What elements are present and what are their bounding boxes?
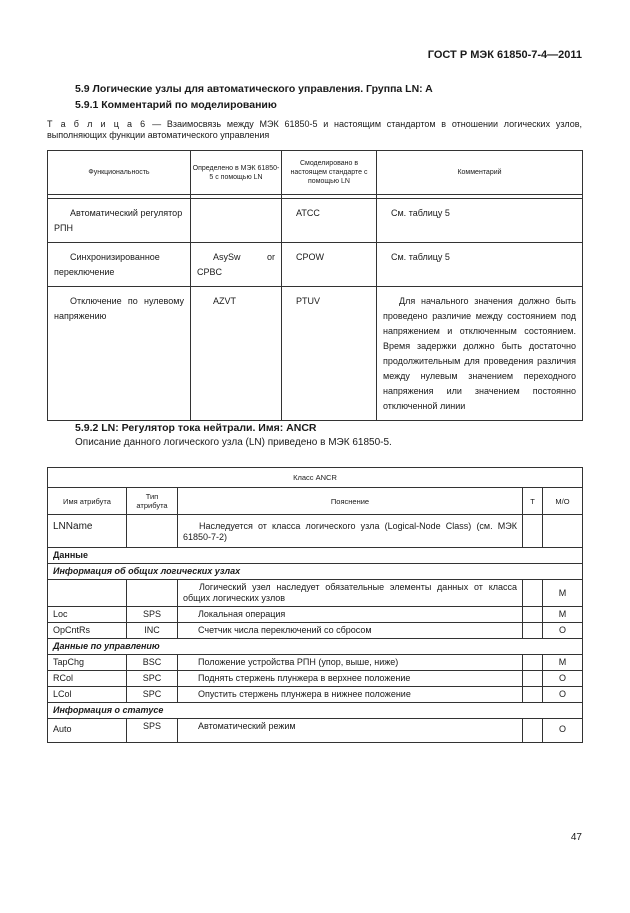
table-caption-label: Т а б л и ц а 6 (47, 119, 147, 129)
table-row (48, 607, 583, 623)
cell-name: LNName (48, 515, 127, 548)
cell-desc: Поднять стержень плунжера в верхнее положение (178, 671, 523, 687)
cell-name (48, 580, 127, 607)
cell-mo: М (543, 655, 583, 671)
ancr-class-table (47, 467, 583, 743)
cell-type: SPC (127, 671, 178, 687)
cell-desc: Логический узел наследует обязательные элементы данных от класса общих логических узлов (178, 580, 523, 607)
cell-desc: Положение устройства РПН (упор, выше, ниже) (178, 655, 523, 671)
subsection-title-ancr: 5.9.2 LN: Регулятор тока нейтрали. Имя: ANCR (75, 422, 317, 434)
table-row (48, 623, 583, 639)
col-header-desc: Пояснение (178, 488, 523, 515)
cell-comment: См. таблицу 5 (377, 199, 583, 243)
cell-comment: Для начального значения должно быть проведено различие между состоянием под напряжением и отключенным состоянием. Время задержки должно быть достаточно продолжительным для проведения различия между нулевым значением переходного напряжения или значением постоянно отключенной линии (377, 287, 583, 421)
section-control-data: Данные по управлению (48, 639, 583, 655)
table-row (48, 243, 583, 287)
ancr-description: Описание данного логического узла (LN) приведено в МЭК 61850-5. (75, 437, 392, 448)
cell-t (523, 671, 543, 687)
cell-mo: О (543, 687, 583, 703)
table-row (48, 287, 583, 421)
cell-mo (543, 515, 583, 548)
cell-model: PTUV (282, 287, 377, 421)
cell-desc: Счетчик числа переключений со сбросом (178, 623, 523, 639)
cell-t (523, 719, 543, 743)
cell-t (523, 607, 543, 623)
cell-func: Синхронизированное переключение (48, 243, 191, 287)
cell-type (127, 580, 178, 607)
col-header-defined: Определено в МЭК 61850-5 с помощью LN (191, 151, 282, 195)
cell-func: Автоматический регулятор РПН (48, 199, 191, 243)
cell-t (523, 623, 543, 639)
table-caption (47, 119, 582, 141)
cell-name: TapChg (48, 655, 127, 671)
col-header-mo: М/О (543, 488, 583, 515)
class-title: Класс ANCR (48, 468, 583, 488)
table-row (48, 655, 583, 671)
section-data: Данные (48, 548, 583, 564)
cell-model: CPOW (282, 243, 377, 287)
col-header-t: Т (523, 488, 543, 515)
subsection-title: 5.9.1 Комментарий по моделированию (75, 99, 277, 111)
col-header-type: Тип атрибута (127, 488, 178, 515)
table-row (48, 515, 583, 548)
cell-desc: Автоматический режим (178, 719, 523, 743)
col-header-functionality: Функциональность (48, 151, 191, 195)
cell-mo: О (543, 671, 583, 687)
cell-t (523, 580, 543, 607)
cell-model: ATCC (282, 199, 377, 243)
cell-t (523, 515, 543, 548)
col-header-name: Имя атрибута (48, 488, 127, 515)
table-row (48, 671, 583, 687)
cell-type (127, 515, 178, 548)
cell-func: Отключение по нулевому напряжению (48, 287, 191, 421)
relation-table (47, 150, 583, 421)
section-title: 5.9 Логические узлы для автоматического управления. Группа LN: A (75, 83, 433, 95)
cell-name: LCol (48, 687, 127, 703)
cell-name: OpCntRs (48, 623, 127, 639)
col-header-comment: Комментарий (377, 151, 583, 195)
table-row (48, 199, 583, 243)
table-row (48, 687, 583, 703)
table-caption-text: — Взаимосвязь между МЭК 61850-5 и настоящим стандартом в отношении логических узлов, выполняющих функции автоматического управления (47, 119, 582, 140)
cell-type: SPC (127, 687, 178, 703)
cell-name: Auto (48, 719, 127, 743)
cell-desc: Наследуется от класса логического узла (Logical-Node Class) (см. МЭК 61850-7-2) (178, 515, 523, 548)
cell-def: AZVT (191, 287, 282, 421)
table-row (48, 580, 583, 607)
cell-type: BSC (127, 655, 178, 671)
cell-t (523, 655, 543, 671)
cell-t (523, 687, 543, 703)
table-row (48, 719, 583, 743)
cell-desc: Локальная операция (178, 607, 523, 623)
cell-name: RCol (48, 671, 127, 687)
cell-type: SPS (127, 719, 178, 743)
cell-mo: О (543, 623, 583, 639)
cell-mo: М (543, 580, 583, 607)
cell-type: SPS (127, 607, 178, 623)
cell-desc: Опустить стержень плунжера в нижнее положение (178, 687, 523, 703)
cell-def: AsySw or CPBC (191, 243, 282, 287)
cell-mo: М (543, 607, 583, 623)
cell-comment: См. таблицу 5 (377, 243, 583, 287)
page-number: 47 (570, 832, 582, 843)
cell-def (191, 199, 282, 243)
cell-type: INC (127, 623, 178, 639)
section-status-info: Информация о статусе (48, 703, 583, 719)
document-id: ГОСТ Р МЭК 61850-7-4—2011 (427, 49, 582, 61)
cell-mo: О (543, 719, 583, 743)
section-common-info: Информация об общих логических узлах (48, 564, 583, 580)
col-header-modeled: Смоделировано в настоящем стандарте с помощью LN (282, 151, 377, 195)
cell-name: Loc (48, 607, 127, 623)
